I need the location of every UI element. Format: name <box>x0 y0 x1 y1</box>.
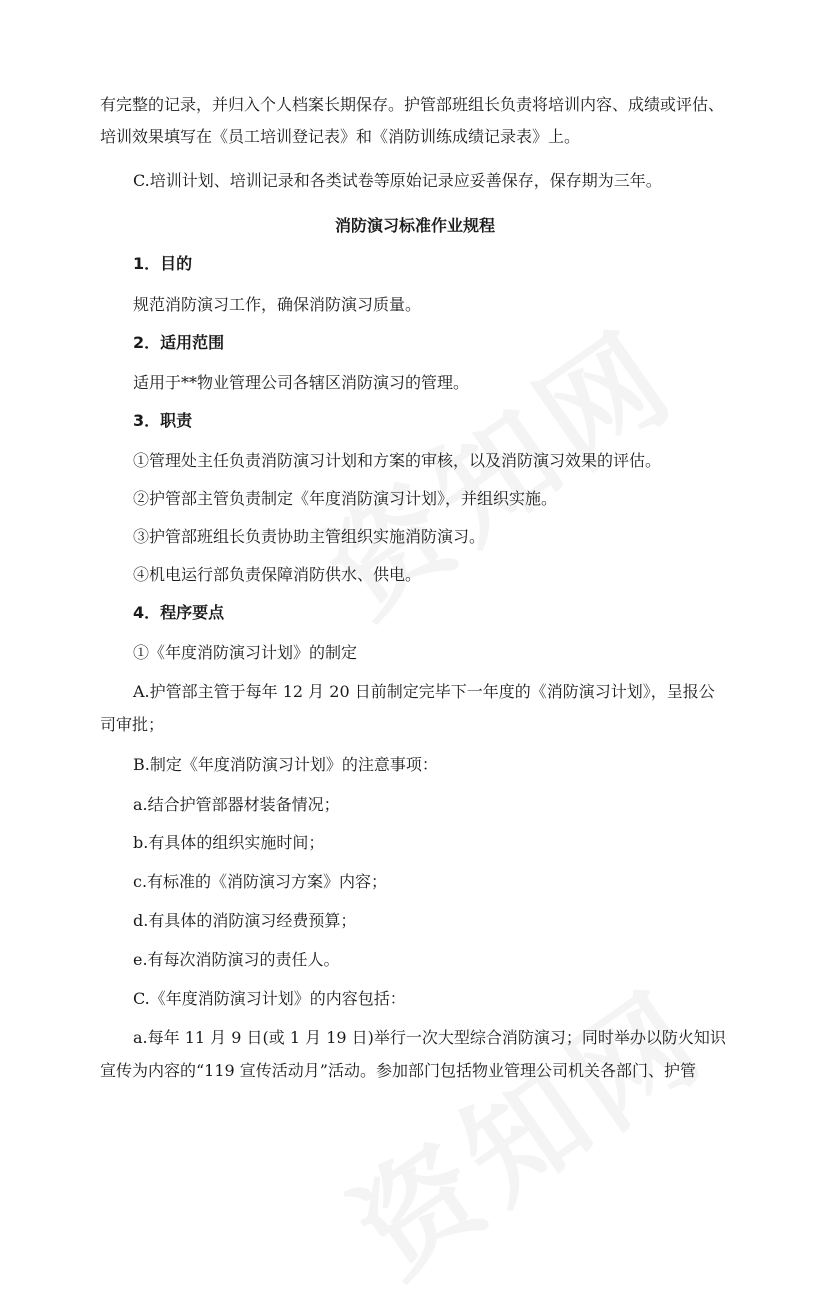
paragraph-line: 司审批； <box>100 715 165 734</box>
document-title: 消防演习标准作业规程 <box>334 216 495 235</box>
list-item: a.结合护管部器材装备情况； <box>133 795 340 814</box>
section-heading: 3．职责 <box>133 411 193 430</box>
paragraph-line: A.护管部主管于每年 12 月 20 日前制定完毕下一年度的《消防演习计划》，呈报公 <box>133 682 715 701</box>
paragraph: 规范消防演习工作，确保消防演习质量。 <box>133 295 422 314</box>
list-item: ④机电运行部负责保障消防供水、供电。 <box>133 565 422 584</box>
paragraph: C.培训计划、培训记录和各类试卷等原始记录应妥善保存，保存期为三年。 <box>133 171 662 190</box>
section-heading: 4．程序要点 <box>133 603 225 622</box>
list-item: d.有具体的消防演习经费预算； <box>133 911 357 930</box>
list-item: ②护管部主管负责制定《年度消防演习计划》，并组织实施。 <box>133 489 558 508</box>
list-item: c.有标准的《消防演习方案》内容； <box>133 872 388 891</box>
paragraph-line: 宣传为内容的“119 宣传活动月”活动。参加部门包括物业管理公司机关各部门、护管 <box>100 1061 696 1080</box>
section-heading: 2．适用范围 <box>133 333 225 352</box>
paragraph: ①《年度消防演习计划》的制定 <box>133 643 358 662</box>
list-item: ③护管部班组长负责协助主管组织实施消防演习。 <box>133 527 486 546</box>
paragraph-line: 有完整的记录，并归入个人档案长期保存。护管部班组长负责将培训内容、成绩或评估、 <box>100 95 725 114</box>
paragraph: B.制定《年度消防演习计划》的注意事项： <box>133 755 438 774</box>
section-heading: 1．目的 <box>133 254 193 273</box>
list-item: ①管理处主任负责消防演习计划和方案的审核，以及消防演习效果的评估。 <box>133 451 662 470</box>
paragraph-line: a.每年 11 月 9 日(或 1 月 19 日)举行一次大型综合消防演习；同时举办以防火知识 <box>133 1028 726 1047</box>
paragraph: 适用于**物业管理公司各辖区消防演习的管理。 <box>133 373 470 392</box>
list-item: b.有具体的组织实施时间； <box>133 833 325 852</box>
list-item: e.有每次消防演习的责任人。 <box>133 950 340 969</box>
paragraph-line: 培训效果填写在《员工培训登记表》和《消防训练成绩记录表》上。 <box>100 127 581 146</box>
paragraph: C.《年度消防演习计划》的内容包括： <box>133 989 406 1008</box>
